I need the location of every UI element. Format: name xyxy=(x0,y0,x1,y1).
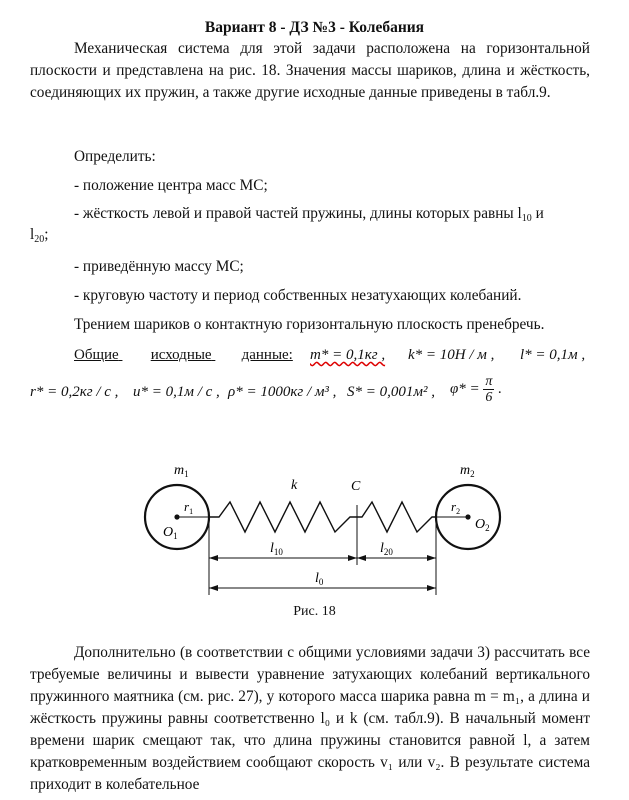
velocity-value: u* = 0,1м / с , xyxy=(133,384,220,400)
general-word-2: исходные xyxy=(150,347,212,363)
label-l0: $l_0$ xyxy=(315,571,324,587)
figure-caption: Рис. 18 xyxy=(293,604,336,619)
determine-item-1: - положение центра масс МС; xyxy=(74,177,268,194)
stiffness-value: k* = 10Н / м , xyxy=(408,347,495,363)
general-word-3: данные: xyxy=(241,347,293,363)
additional-paragraph xyxy=(30,642,590,796)
spring xyxy=(209,502,436,532)
label-C: C xyxy=(351,479,361,494)
determine-item-2-end: ; xyxy=(44,226,49,243)
label-l20: $l_{20}$ xyxy=(380,541,393,557)
figure-18 xyxy=(0,455,629,605)
determine-item-2-sub1: 10 xyxy=(521,213,532,224)
friction-note: Трением шариков о контактную горизонтальную плоскость пренебречь. xyxy=(74,316,545,333)
phase-denominator: 6 xyxy=(485,390,493,405)
determine-item-4: - круговую частоту и период собственных незатухающих колебаний. xyxy=(74,287,522,304)
arrow-l0-right xyxy=(427,585,436,591)
phase-label: φ* = xyxy=(450,381,480,397)
determine-item-3: - приведённую массу МС; xyxy=(74,258,244,275)
area-value: S* = 0,001м² , xyxy=(347,384,435,400)
label-l10: $l_{10}$ xyxy=(270,541,283,557)
density-value: ρ* = 1000кг / м³ , xyxy=(228,384,337,400)
label-O1: $O_1$ xyxy=(163,525,178,541)
phase-end: . xyxy=(498,381,502,397)
general-word-1: Общие xyxy=(74,347,119,363)
determine-item-2 xyxy=(74,203,544,230)
label-r1: $r_1$ xyxy=(184,499,194,516)
mass-value xyxy=(310,347,385,364)
determine-heading: Определить: xyxy=(74,148,156,165)
general-data-label xyxy=(74,347,293,364)
label-k: k xyxy=(291,478,298,493)
label-m1: $m_1$ xyxy=(174,463,189,479)
determine-item-2-text: - жёсткость левой и правой частей пружины, длины которых равны l xyxy=(74,205,522,222)
additional-text: Дополнительно (в соответствии с общими условиями задачи 3) рассчитать все требуемые величины и вывести уравнение затухающих колебаний вертикального пружинного маятника (см. рис. 27), у которого масса шарика равна m = m₁, а длина и жёсткость пружины равны соответственно l₀ и k (см. табл.9). В начальный момент времени шарик смещают так, что длина пружины становится равной l, а затем кратковременным воздействием сообщают скорость v₁ или v₂. В результате система приходит в колебательное xyxy=(30,644,590,793)
arrow-l10-right xyxy=(348,555,357,561)
intro-paragraph xyxy=(30,38,590,104)
resistance-value: r* = 0,2кг / с , xyxy=(30,384,119,400)
mass-value-text: m* = 0,1кг , xyxy=(310,347,386,363)
phase-value xyxy=(450,374,502,405)
label-m2: $m_2$ xyxy=(460,463,475,479)
arrow-l20-left xyxy=(357,555,366,561)
arrow-l0-left xyxy=(209,585,218,591)
length-value: l* = 0,1м , xyxy=(520,347,586,363)
determine-item-2-and: и xyxy=(531,205,544,222)
phase-numerator: π xyxy=(485,374,493,389)
arrow-l10-left xyxy=(209,555,218,561)
page-title: Вариант 8 - ДЗ №3 - Колебания xyxy=(204,19,425,36)
label-r2: $r_2$ xyxy=(451,499,461,516)
determine-item-2-cont xyxy=(30,224,49,251)
phase-fraction xyxy=(483,374,494,405)
intro-text: Механическая система для этой задачи расположена на горизонтальной плоскости и представлена на рис. 18. Значения массы шариков, длина и жёсткость, соединяющих их пружин, а также другие исходные данные приведены в табл.9. xyxy=(30,40,590,101)
label-O2: $O_2$ xyxy=(475,517,490,533)
determine-item-2-l: l xyxy=(30,226,35,243)
determine-item-2-sub2: 20 xyxy=(34,234,45,245)
arrow-l20-right xyxy=(427,555,436,561)
